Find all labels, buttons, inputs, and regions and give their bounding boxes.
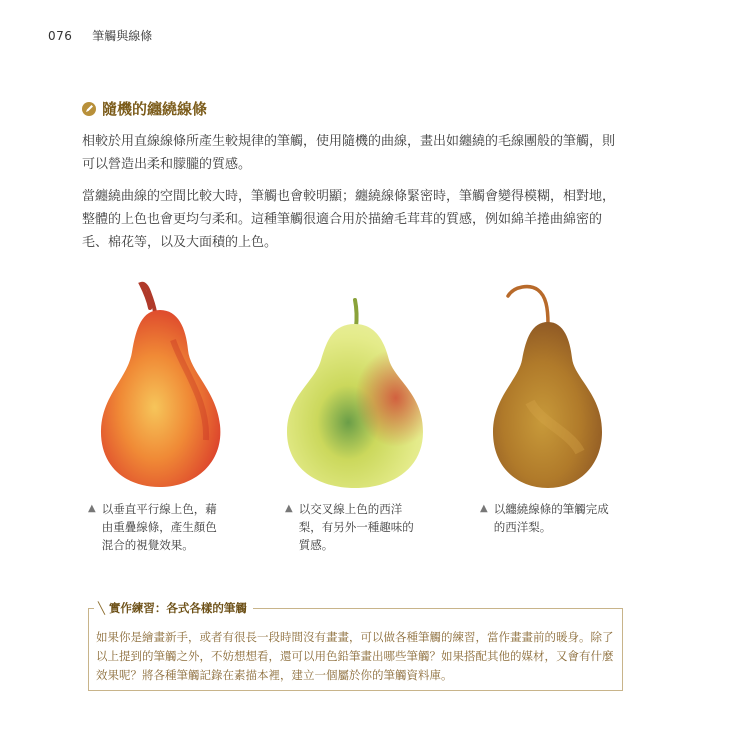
- practice-body: 如果你是繪畫新手，或者有很長一段時間沒有畫畫，可以做各種筆觸的練習，當作畫畫前的暖身。除了以上提到的筆觸之外，不妨想想看，還可以用色鉛筆畫出哪些筆觸？如果搭配其他的媒材，又會有什麼效果呢？將各種筆觸記錄在素描本裡，建立一個屬於你的筆觸資料庫。: [96, 630, 614, 682]
- page-header: [48, 27, 152, 44]
- triangle-icon: ▲: [88, 503, 96, 514]
- practice-title: 實作練習：各式各樣的筆觸: [108, 601, 247, 615]
- brown-pear-drawing: [490, 282, 605, 490]
- caption-text: 以垂直平行線上色，藉 由重疊線條，產生顏色 混合的視覺效果。: [101, 502, 217, 552]
- caption-green-pear: [285, 500, 414, 554]
- chapter-title: 筆觸與線條: [92, 29, 153, 43]
- section-title-text: 隨機的纏繞線條: [102, 100, 208, 118]
- caption-brown-pear: [480, 500, 609, 536]
- caption-text: 以纏繞線條的筆觸完成 的西洋梨。: [493, 502, 609, 534]
- red-pear-drawing: [98, 280, 223, 492]
- caption-red-pear: [88, 500, 217, 554]
- intro-paragraph: 相較於用直線線條所產生較規律的筆觸，使用隨機的曲線，畫出如纏繞的毛線團般的筆觸，則可以營造出柔和朦朧的質感。: [82, 134, 616, 172]
- page-number: 076: [48, 29, 73, 43]
- detail-paragraph: 當纏繞曲線的空間比較大時，筆觸也會較明顯；纏繞線條緊密時，筆觸會變得模糊，相對地，整體的上色也會更均勻柔和。這種筆觸很適合用於描繪毛茸茸的質感，例如綿羊捲曲綿密的毛、棉花等，以及大面積的上色。: [82, 189, 616, 250]
- caption-text: 以交叉線上色的西洋 梨，有另外一種趣味的 質感。: [298, 502, 414, 552]
- section-title: [82, 98, 207, 119]
- green-pear-drawing: [285, 296, 425, 490]
- triangle-icon: ▲: [285, 503, 293, 514]
- pencil-badge-icon: [82, 102, 96, 116]
- pencil-stroke-icon: ╲: [98, 601, 105, 615]
- practice-label: [94, 600, 253, 616]
- triangle-icon: ▲: [480, 503, 488, 514]
- practice-box: [88, 600, 623, 690]
